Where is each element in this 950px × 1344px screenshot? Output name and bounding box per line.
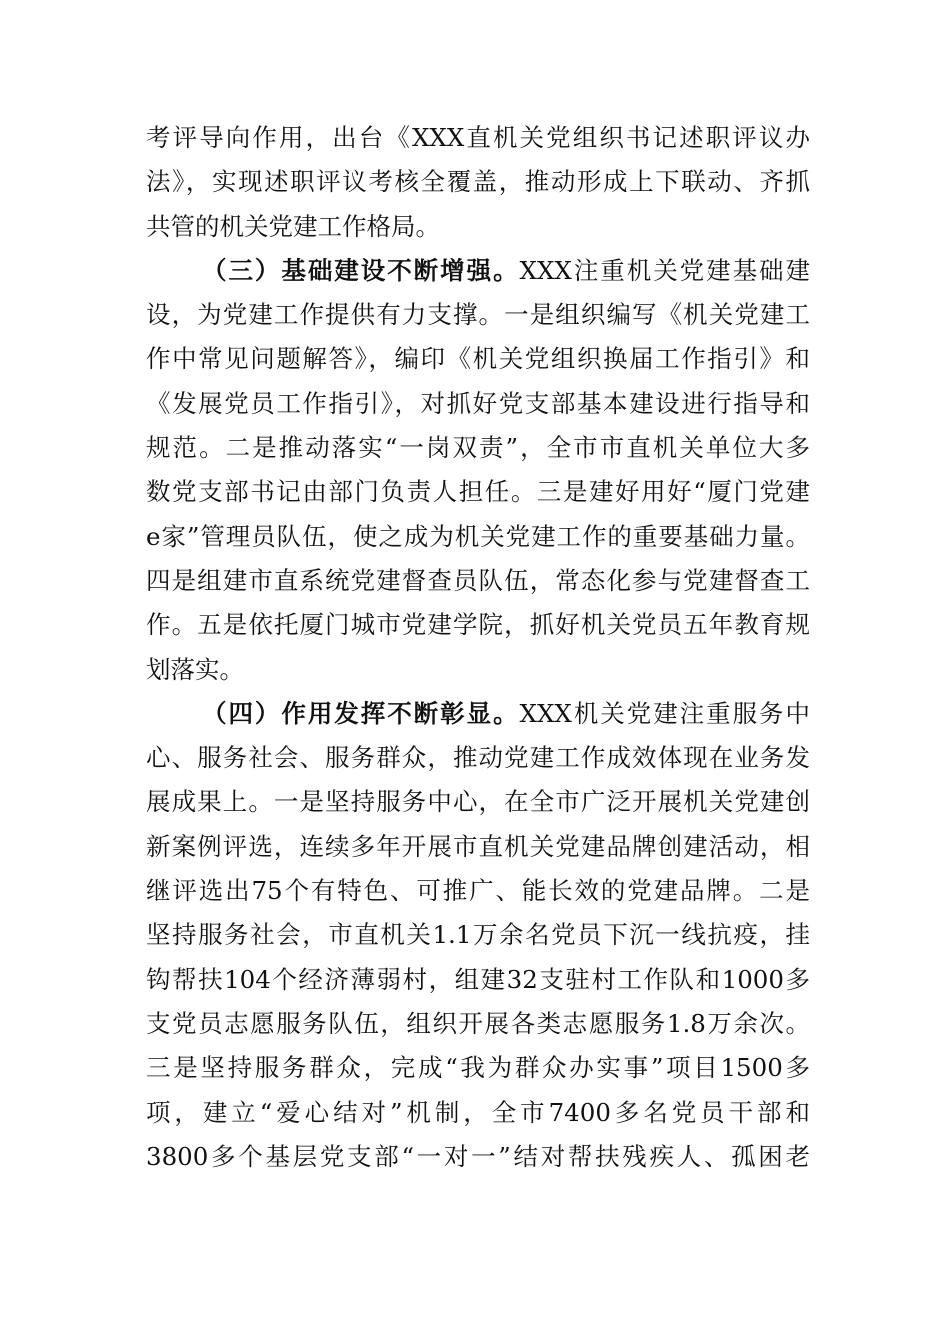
paragraph-2-line-3: 作中常见问题解答》，编印《机关党组织换届工作指引》和 <box>146 344 810 374</box>
paragraph-3-line-1 <box>146 692 810 736</box>
paragraph-3-line-9: 三是坚持服务群众，完成“我为群众办实事”项目1500多 <box>146 1053 810 1083</box>
paragraph-2-line-1-text: XXX注重机关党建基础建 <box>519 255 811 285</box>
paragraph-3-line-11: 3800多个基层党支部“一对一”结对帮扶残疾人、孤困老 <box>146 1141 810 1171</box>
paragraph-2-heading: （三）基础建设不断增强。 <box>202 255 520 285</box>
paragraph-2-line-9: 作。五是依托厦门城市党建学院，抓好机关党员五年教育规 <box>146 610 810 640</box>
paragraph-1-line-3: 共管的机关党建工作格局。 <box>146 211 440 241</box>
paragraph-2-line-7: e家”管理员队伍，使之成为机关党建工作的重要基础力量。 <box>146 521 810 551</box>
paragraph-3-line-10: 项，建立“爱心结对”机制，全市7400多名党员干部和 <box>146 1097 810 1127</box>
paragraph-1-line-1: 考评导向作用，出台《XXX直机关党组织书记述职评议办 <box>146 123 810 152</box>
paragraph-3-heading: （四）作用发挥不断彰显。 <box>202 698 520 728</box>
paragraph-3-line-5: 继评选出75个有特色、可推广、能长效的党建品牌。二是 <box>146 876 810 906</box>
paragraph-2-line-5: 规范。二是推动落实“一岗双责”，全市市直机关单位大多 <box>146 433 810 463</box>
paragraph-3-line-8: 支党员志愿服务队伍，组织开展各类志愿服务1.8万余次。 <box>146 1008 810 1038</box>
paragraph-1-line-2: 法》，实现述职评议考核全覆盖，推动形成上下联动、齐抓 <box>146 167 810 197</box>
paragraph-2-line-1 <box>146 249 810 293</box>
paragraph-2-line-2: 设，为党建工作提供有力支撑。一是组织编写《机关党建工 <box>146 300 810 330</box>
paragraph-3-line-2: 心、服务社会、服务群众，推动党建工作成效体现在业务发 <box>146 743 810 773</box>
document-body <box>146 116 810 1179</box>
paragraph-3-line-6: 坚持服务社会，市直机关1.1万余名党员下沉一线抗疫，挂 <box>146 920 810 950</box>
paragraph-2-line-6: 数党支部书记由部门负责人担任。三是建好用好“厦门党建 <box>146 477 810 507</box>
paragraph-3-line-7: 钩帮扶104个经济薄弱村，组建32支驻村工作队和1000多 <box>146 964 810 994</box>
paragraph-2-line-4: 《发展党员工作指引》，对抓好党支部基本建设进行指导和 <box>146 388 810 418</box>
paragraph-3-line-4: 新案例评选，连续多年开展市直机关党建品牌创建活动，相 <box>146 831 810 861</box>
paragraph-2-line-10: 划落实。 <box>146 654 244 684</box>
paragraph-3-line-1-text: XXX机关党建注重服务中 <box>519 698 811 728</box>
paragraph-2-line-8: 四是组建市直系统党建督查员队伍，常态化参与党建督查工 <box>146 565 810 595</box>
paragraph-3-line-3: 展成果上。一是坚持服务中心，在全市广泛开展机关党建创 <box>146 787 810 817</box>
